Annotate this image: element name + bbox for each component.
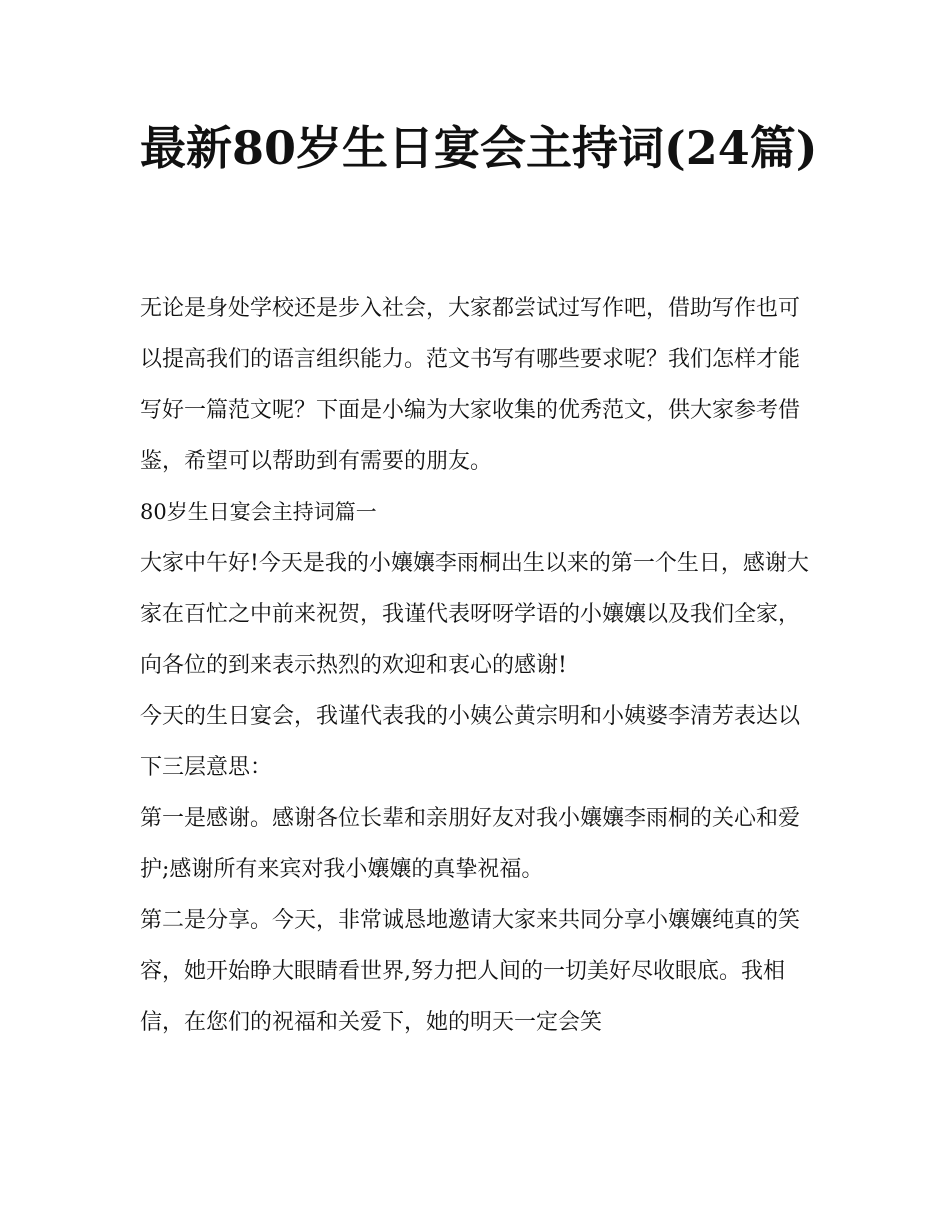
paragraph-sharing: 第二是分享。今天，非常诚恳地邀请大家来共同分享小孃孃纯真的笑容，她开始睁大眼睛看世界,努力把人间的一切美好尽收眼底。我相信，在您们的祝福和关爱下，她的明天一定会笑 [140, 908, 801, 1035]
section-heading: 80岁生日宴会主持词篇一 [140, 500, 377, 524]
intro-paragraph: 无论是身处学校还是步入社会，大家都尝试过写作吧，借助写作也可以提高我们的语言组织能力。范文书写有哪些要求呢？我们怎样才能写好一篇范文呢？下面是小编为大家收集的优秀范文，供大家参考借鉴，希望可以帮助到有需要的朋友。 [140, 296, 801, 474]
paragraph-thanks: 第一是感谢。感谢各位长辈和亲朋好友对我小孃孃李雨桐的关心和爱护;感谢所有来宾对我小孃孃的真挚祝福。 [140, 806, 801, 882]
document-body [140, 283, 815, 1048]
paragraph-three-meanings: 今天的生日宴会，我谨代表我的小姨公黄宗明和小姨婆李清芳表达以下三层意思： [140, 704, 801, 780]
paragraph-greeting: 大家中午好!今天是我的小孃孃李雨桐出生以来的第一个生日，感谢大家在百忙之中前来祝贺，我谨代表呀呀学语的小孃孃以及我们全家，向各位的到来表示热烈的欢迎和衷心的感谢! [140, 551, 809, 678]
document-title: 最新80岁生日宴会主持词(24篇) [140, 121, 818, 175]
